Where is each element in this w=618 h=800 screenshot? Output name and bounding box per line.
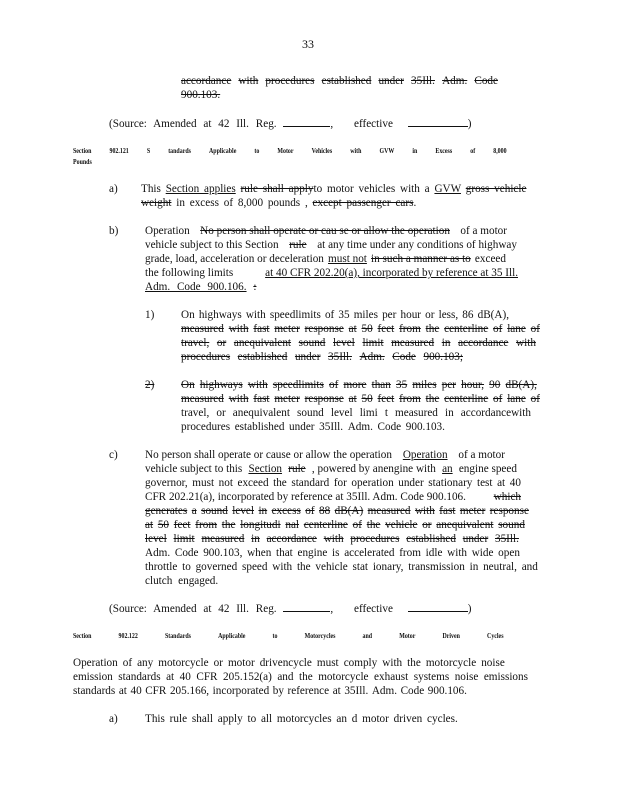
paragraph-line: emission standards at 40 CFR 205.152(a) and the motorcycle exhaust systems noise emissions bbox=[73, 671, 528, 683]
paragraph-line: at 50 feet from the longitudi nal centerline of the vehicle or anequivalent sound bbox=[145, 519, 525, 531]
blank-line bbox=[283, 601, 330, 612]
fragment-line: accordance with procedures established under 35Ill. Adm. Code bbox=[181, 75, 498, 87]
paragraph-line: vehicle subject to this Section rule , powered by anengine with an engine speed bbox=[145, 463, 517, 475]
paragraph-line: Operation of any motorcycle or motor drivencycle must comply with the motorcycle noise bbox=[73, 657, 505, 669]
paragraph-line: procedures established under 35Ill. Adm. Code 900.103. bbox=[181, 421, 445, 433]
paragraph-line: Adm. Code 900.103, when that engine is accelerated from idle with wide open bbox=[145, 547, 520, 559]
paragraph-line: Adm. Code 900.106. : bbox=[145, 281, 257, 293]
paragraph-line: grade, load, acceleration or deceleration must not in such a manner as to exceed bbox=[145, 253, 506, 265]
paragraph-line: throttle to governed speed with the vehicle stat ionary, transmission in neutral, and bbox=[145, 561, 538, 573]
item-label: a) bbox=[109, 183, 118, 195]
paragraph-line: governor, must not exceed the standard for operation under stationary test at 40 bbox=[145, 477, 521, 489]
paragraph-line: No person shall operate or cause or allow the operation Operation of a motor bbox=[145, 449, 505, 461]
paragraph-line: clutch engaged. bbox=[145, 575, 219, 587]
paragraph-line: This rule shall apply to all motorcycles an d motor driven cycles. bbox=[145, 713, 458, 725]
blank-line bbox=[283, 116, 330, 127]
paragraph-line: Operation No person shall operate or cau se or allow the operation of a motor bbox=[145, 225, 507, 237]
paragraph-line: standards at 40 CFR 205.166, incorporated by reference at 35Ill. Adm. Code 900.106. bbox=[73, 685, 467, 697]
paragraph-line: On highways with speedlimits of more than 35 miles per hour, 90 dB(A), bbox=[181, 379, 537, 391]
paragraph-line: On highways with speedlimits of 35 miles per hour or less, 86 dB(A), bbox=[181, 309, 509, 321]
paragraph-line: measured with fast meter response at 50 feet from the centerline of lane of bbox=[181, 323, 540, 335]
paragraph-line: the following limits at 40 CFR 202.20(a), incorporated by reference at 35 Ill. bbox=[145, 267, 518, 279]
paragraph-line: travel, or anequivalent sound level limi t measured in accordancewith bbox=[181, 407, 531, 419]
section-heading: Section 902.122 Standards Applicable to Motorcycles and Motor Driven Cycles bbox=[73, 631, 504, 640]
item-label: 2) bbox=[145, 379, 155, 391]
paragraph-line: weight in excess of 8,000 pounds , except passenger cars. bbox=[141, 197, 417, 209]
paragraph-line: level limit measured in accordance with procedures established under 35Ill. bbox=[145, 533, 519, 545]
paragraph-line: vehicle subject to this Section rule at any time under any conditions of highway bbox=[145, 239, 517, 251]
blank-line bbox=[408, 116, 468, 127]
item-label: b) bbox=[109, 225, 119, 237]
section-heading-cont: Pounds bbox=[73, 157, 92, 166]
paragraph-line: travel, or anequivalent sound level limit measured in accordance with bbox=[181, 337, 536, 349]
paragraph-line: CFR 202.21(a), incorporated by reference at 35Ill. Adm. Code 900.106. which bbox=[145, 491, 521, 503]
source-note: (Source: Amended at 42 Ill. Reg. , effective ) bbox=[109, 118, 472, 130]
item-label: a) bbox=[109, 713, 118, 725]
item-label: 1) bbox=[145, 309, 155, 321]
paragraph-line: generates a sound level in excess of 88 dB(A) measured with fast meter response bbox=[145, 505, 529, 517]
fragment-line: 900.103. bbox=[181, 89, 221, 101]
section-heading: Section 902.121 S tandards Applicable to Motor Vehicles with GVW in Excess of 8,000 bbox=[73, 146, 507, 155]
paragraph-line: procedures established under 35Ill. Adm. Code 900.103; bbox=[181, 351, 463, 363]
paragraph-line: This Section applies rule shall applyto motor vehicles with a GVW gross vehicle bbox=[141, 183, 527, 195]
source-note: (Source: Amended at 42 Ill. Reg. , effective ) bbox=[109, 603, 472, 615]
paragraph-line: measured with fast meter response at 50 feet from the centerline of lane of bbox=[181, 393, 540, 405]
page-number: 33 bbox=[302, 37, 314, 51]
item-label: c) bbox=[109, 449, 118, 461]
blank-line bbox=[408, 601, 468, 612]
